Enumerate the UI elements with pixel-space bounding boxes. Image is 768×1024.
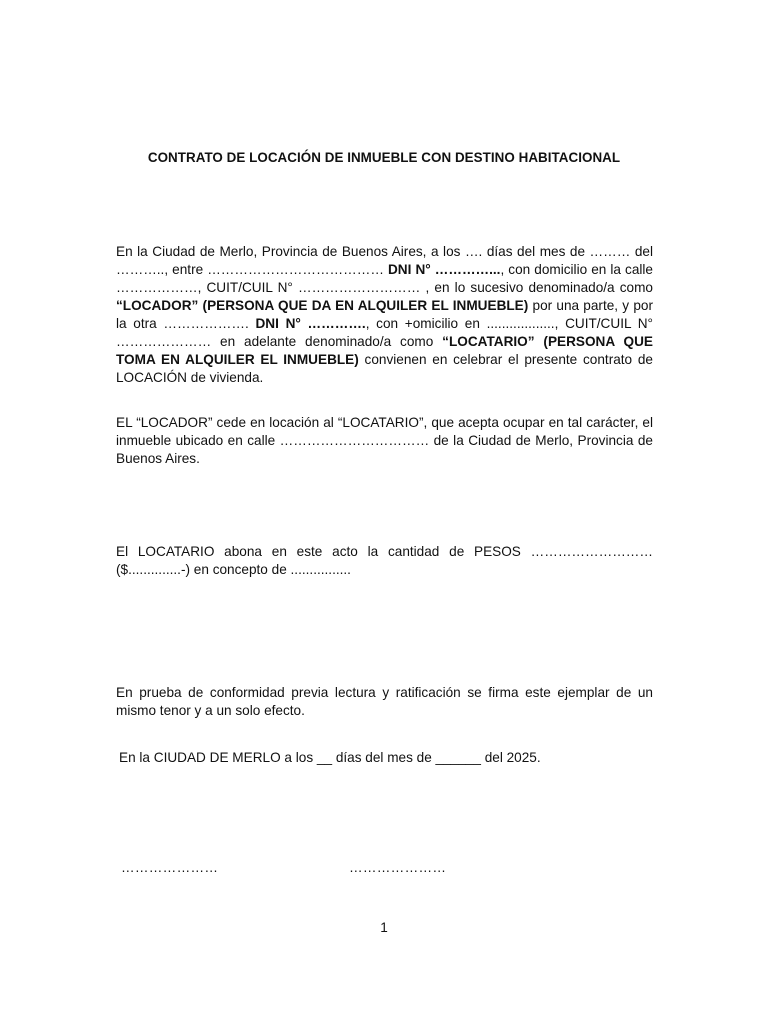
parties-text-2: , con domicilio en la calle ………………, CUIT/CUIL N° ……………………… , en lo sucesivo denominado/a como	[116, 262, 653, 295]
parties-text-1: En la Ciudad de Merlo, Provincia de Buenos Aires, a los …. días del mes de ……… del ……….., entre …………………………………	[116, 244, 653, 277]
parties-text-5: convienen en celebrar el presente contrato de LOCACIÓN de vivienda.	[116, 352, 653, 385]
locador-role-label: “LOCADOR” (PERSONA QUE DA EN ALQUILER EL INMUEBLE)	[116, 298, 529, 313]
parties-paragraph	[116, 243, 653, 387]
document-title: CONTRATO DE LOCACIÓN DE INMUEBLE CON DESTINO HABITACIONAL	[147, 150, 621, 165]
parties-text-4: , con +omicilio en .................., CUIT/CUIL N° ………………… en adelante denominado/a como	[116, 316, 653, 349]
conformity-paragraph: En prueba de conformidad previa lectura y ratificación se firma este ejemplar de un mismo tenor y a un solo efecto.	[116, 685, 653, 718]
signature-line-right: …………………	[349, 860, 447, 875]
locatario-role-label: “LOCATARIO” (PERSONA QUE TOMA EN ALQUILER EL INMUEBLE)	[116, 334, 653, 367]
payment-paragraph: El LOCATARIO abona en este acto la cantidad de PESOS ……………………… ($..............-) en concepto de ................	[116, 544, 653, 577]
page-number: 1	[380, 920, 388, 935]
signature-line-left: …………………	[121, 860, 219, 875]
property-paragraph: EL “LOCADOR” cede en locación al “LOCATARIO”, que acepta ocupar en tal carácter, el inmueble ubicado en calle …………………………… de la Ciudad de Merlo, Provincia de Buenos Aires.	[116, 415, 653, 466]
parties-text-3: por una parte, y por la otra ……………….	[116, 298, 653, 331]
locador-dni-label: DNI N° …………...	[387, 262, 501, 277]
locatario-dni-label: DNI N° ………….	[255, 316, 366, 331]
date-place-paragraph: En la CIUDAD DE MERLO a los __ días del mes de ______ del 2025.	[119, 750, 541, 765]
